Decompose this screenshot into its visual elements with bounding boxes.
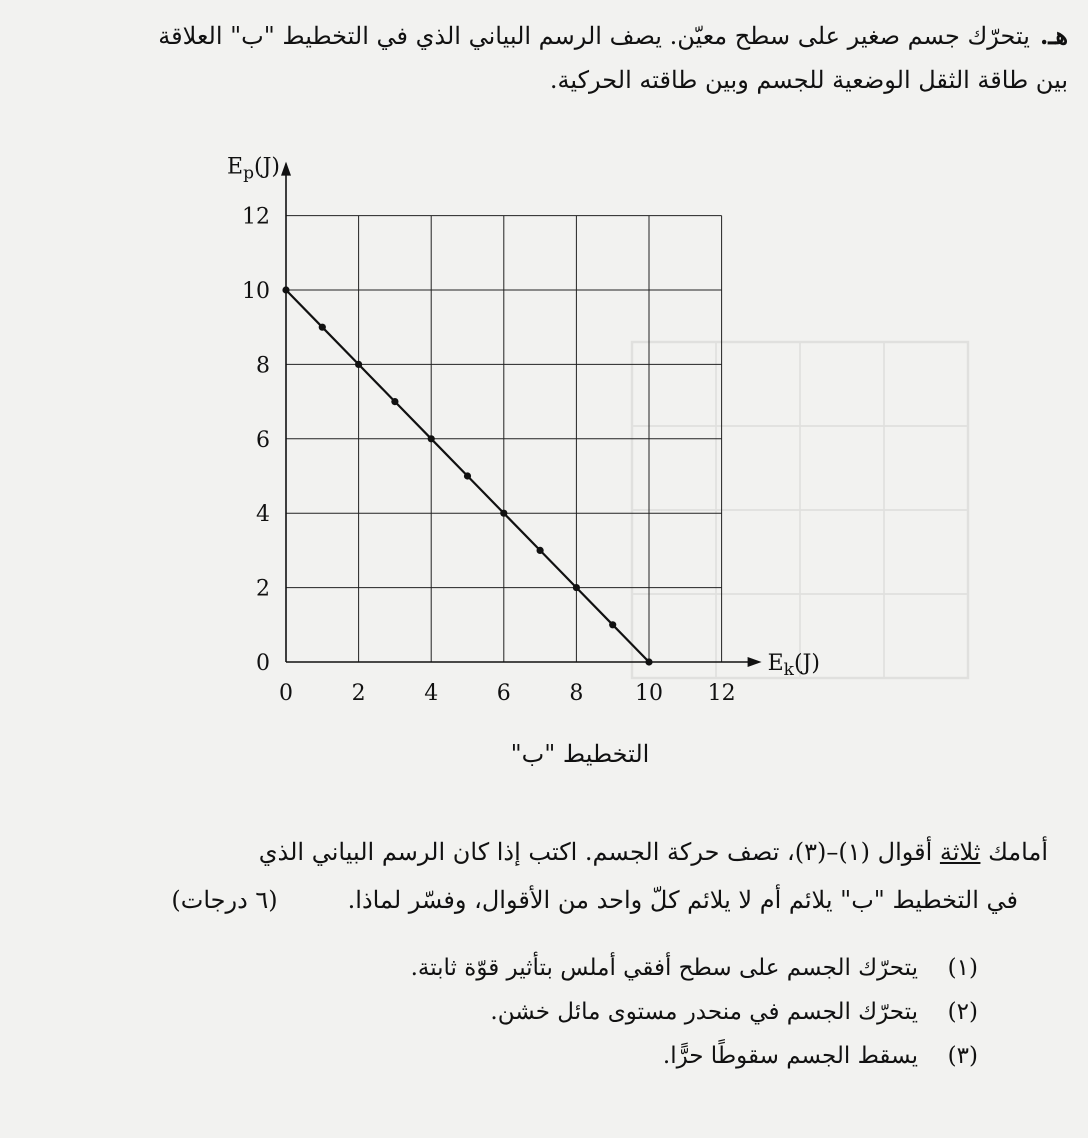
statement-text: يتحرّك الجسم على سطح أفقي أملس بتأثير قوّة ثابتة. bbox=[410, 955, 918, 981]
intro-paragraph bbox=[18, 14, 1068, 102]
chart-axes bbox=[281, 162, 762, 667]
intro-text-1: يتحرّك جسم صغير على سطح معيّن. يصف الرسم البياني الذي في التخطيط "ب" العلاقة bbox=[158, 22, 1030, 50]
chart-series bbox=[282, 286, 652, 665]
y-tick-label: 12 bbox=[242, 204, 270, 230]
statement-item bbox=[178, 1034, 978, 1078]
x-tick-label: 4 bbox=[424, 681, 439, 706]
data-point bbox=[500, 510, 507, 517]
intro-line-2: بين طاقة الثقل الوضعية للجسم وبين طاقته الحركية. bbox=[549, 66, 1068, 94]
y-tick-label: 4 bbox=[256, 502, 270, 528]
data-point bbox=[537, 547, 544, 554]
figure-caption: التخطيط "ب" bbox=[510, 740, 650, 768]
statement-list bbox=[178, 946, 978, 1078]
x-tick-label: 2 bbox=[351, 681, 366, 706]
data-point bbox=[645, 658, 652, 665]
question-line-1 bbox=[48, 828, 1048, 876]
question-line-2-text: في التخطيط "ب" يلائم أم لا يلائم كلّ واحد من الأقوال، وفسّر لماذا. bbox=[347, 886, 1018, 914]
question-line-2 bbox=[48, 876, 1048, 924]
x-tick-label: 12 bbox=[707, 681, 736, 706]
x-axis-label: $E_k(J)$ bbox=[767, 651, 820, 680]
x-tick-label: 0 bbox=[279, 681, 293, 706]
data-point bbox=[464, 472, 471, 479]
question-text bbox=[48, 828, 1048, 924]
y-tick-label: 6 bbox=[256, 427, 270, 453]
x-tick-label: 6 bbox=[496, 681, 511, 706]
statement-text: يسقط الجسم سقوطًا حرًّا. bbox=[662, 1043, 918, 1069]
x-tick-label: 8 bbox=[569, 681, 584, 706]
question-line-1-start: أمامك bbox=[980, 838, 1048, 866]
statement-number: (١) bbox=[947, 955, 978, 981]
chart-ticks bbox=[242, 205, 736, 706]
energy-chart bbox=[196, 145, 856, 715]
intro-line-1 bbox=[18, 14, 1068, 58]
section-label: هـ. bbox=[1039, 21, 1068, 50]
y-tick-label: 8 bbox=[256, 353, 270, 379]
y-tick-label: 2 bbox=[256, 576, 270, 602]
x-tick-label: 10 bbox=[635, 681, 663, 706]
x-axis-arrow bbox=[748, 657, 762, 667]
chart-grid bbox=[286, 216, 722, 662]
underlined-word: ثلاثة bbox=[939, 838, 981, 866]
data-point bbox=[609, 621, 616, 628]
statement-text: يتحرّك الجسم في منحدر مستوى مائل خشن. bbox=[490, 999, 918, 1025]
data-point bbox=[573, 584, 580, 591]
data-point bbox=[355, 361, 362, 368]
statement-item bbox=[178, 990, 978, 1034]
y-axis-arrow bbox=[281, 162, 291, 176]
statement-number: (٣) bbox=[947, 1043, 978, 1069]
data-point bbox=[428, 435, 435, 442]
statement-item bbox=[178, 946, 978, 990]
data-point bbox=[282, 286, 289, 293]
data-point bbox=[391, 398, 398, 405]
y-tick-label: 10 bbox=[242, 279, 270, 304]
y-axis-label: $E_p(J)$ bbox=[227, 154, 280, 184]
statement-number: (٢) bbox=[947, 999, 978, 1025]
data-point bbox=[319, 324, 326, 331]
points-badge: (٦ درجات) bbox=[171, 886, 278, 914]
question-line-1-end: أقوال (١)–(٣)، تصف حركة الجسم. اكتب إذا كان الرسم البياني الذي bbox=[258, 838, 940, 866]
y-tick-label: 0 bbox=[256, 651, 270, 676]
